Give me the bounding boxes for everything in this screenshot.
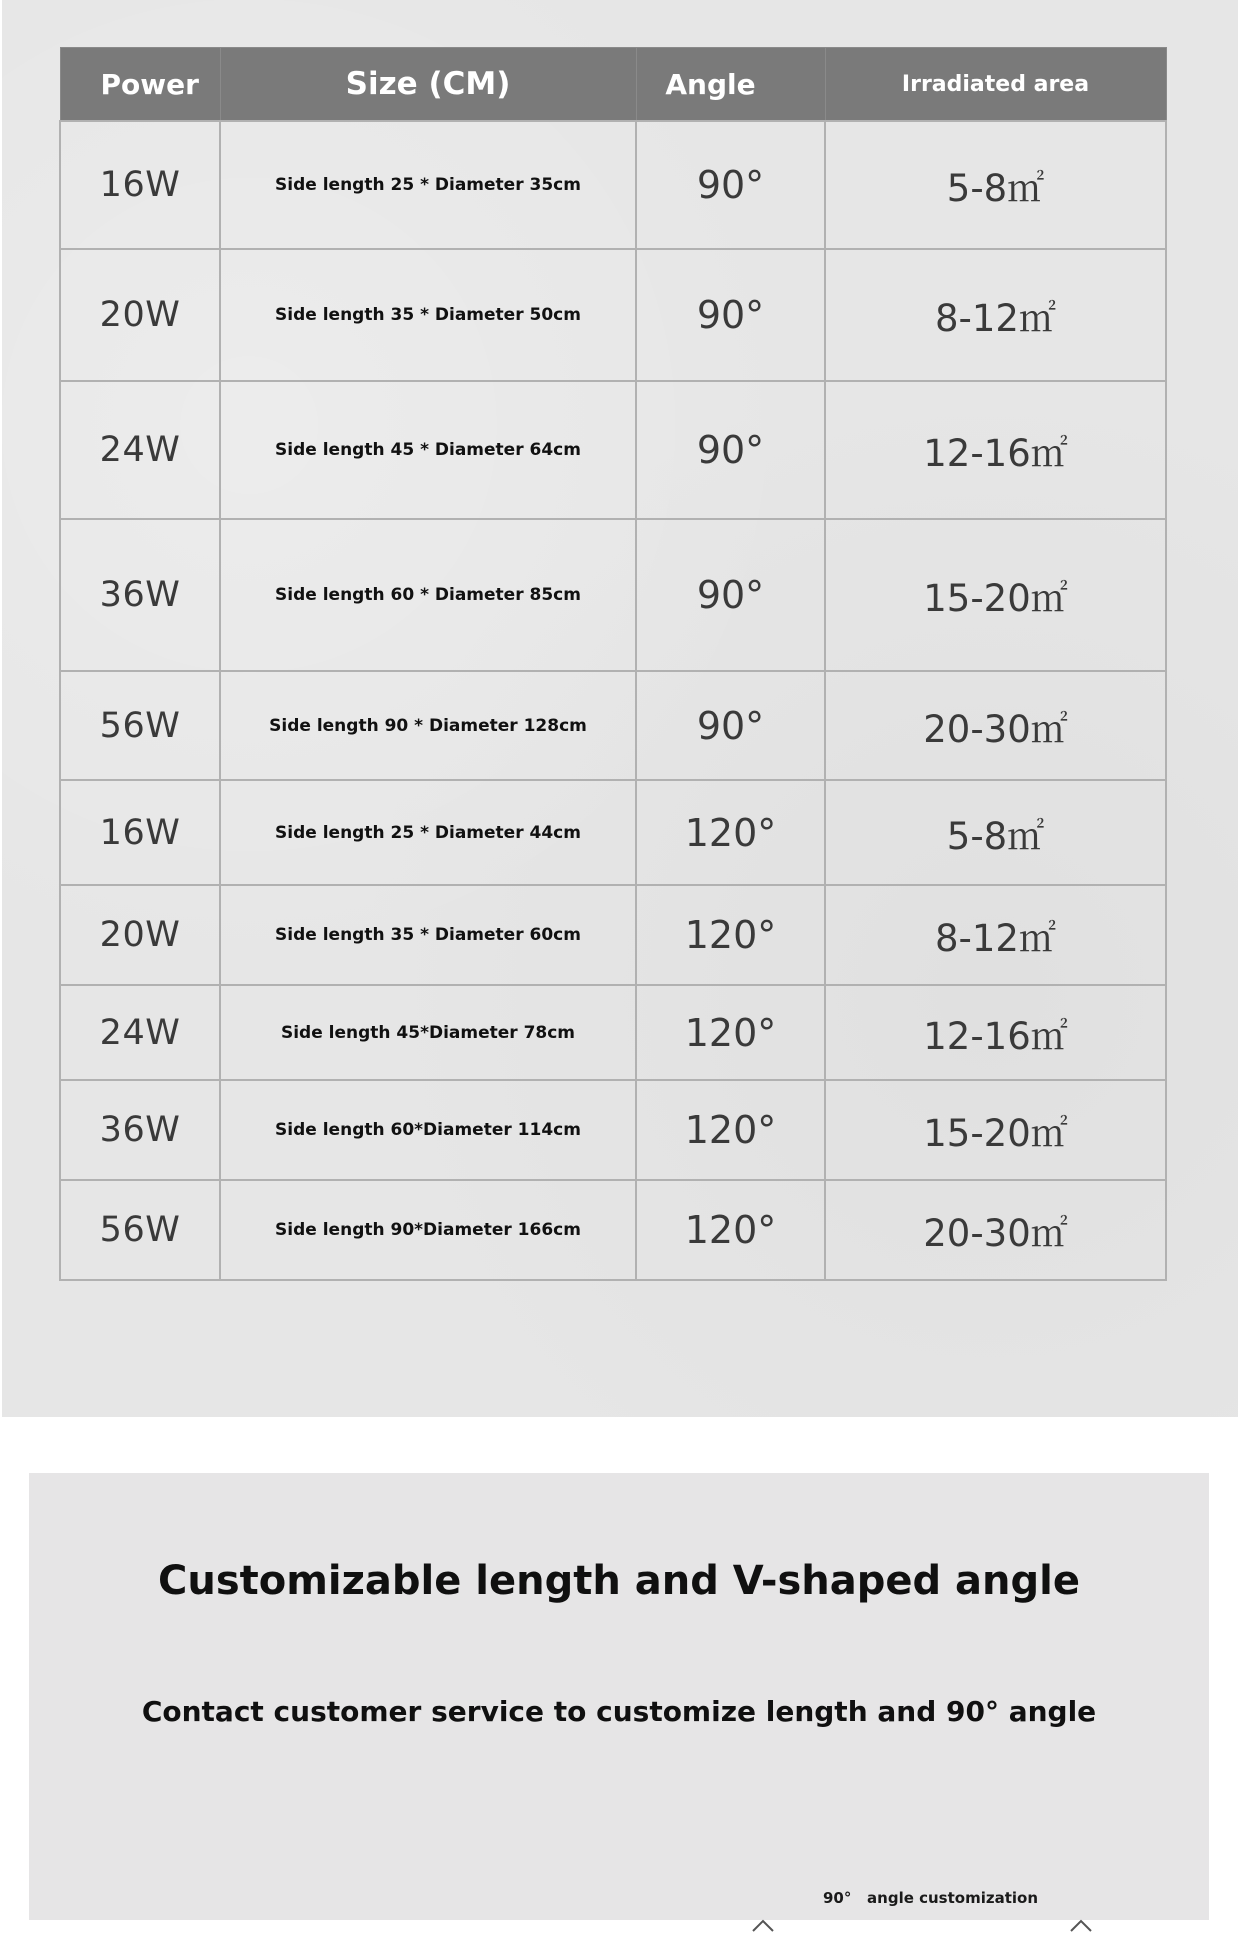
table-row [60, 985, 1166, 1080]
cell-size: Side length 25 * Diameter 35cm [220, 121, 636, 249]
spec-panel [2, 0, 1238, 1417]
cell-angle: 120° [636, 780, 825, 885]
table-row [60, 780, 1166, 885]
cell-angle: 90° [636, 381, 825, 519]
cell-area: 15-20㎡ [825, 1080, 1166, 1180]
table-row [60, 121, 1166, 249]
header-angle: Angle [636, 48, 825, 122]
customization-panel [29, 1473, 1209, 1920]
cell-area: 5-8㎡ [825, 780, 1166, 885]
cell-size: Side length 35 * Diameter 50cm [220, 249, 636, 381]
header-size: Size (CM) [220, 48, 636, 122]
cell-power: 24W [60, 381, 220, 519]
chevron-up-icon [751, 1913, 775, 1937]
cell-angle: 90° [636, 121, 825, 249]
cell-size: Side length 45*Diameter 78cm [220, 985, 636, 1080]
cell-size: Side length 35 * Diameter 60cm [220, 885, 636, 985]
table-row [60, 249, 1166, 381]
table-row [60, 1180, 1166, 1280]
cell-area: 20-30㎡ [825, 671, 1166, 780]
cell-angle: 120° [636, 1180, 825, 1280]
chevron-up-icon [1069, 1913, 1093, 1937]
table-row [60, 519, 1166, 671]
cell-size: Side length 25 * Diameter 44cm [220, 780, 636, 885]
cell-area: 12-16㎡ [825, 381, 1166, 519]
cell-power: 20W [60, 249, 220, 381]
cell-angle: 120° [636, 985, 825, 1080]
spec-table-header-row [60, 48, 1166, 122]
cell-size: Side length 90 * Diameter 128cm [220, 671, 636, 780]
cell-area: 20-30㎡ [825, 1180, 1166, 1280]
customization-title: Customizable length and V-shaped angle [158, 1558, 1080, 1604]
cell-angle: 90° [636, 671, 825, 780]
cell-angle: 90° [636, 519, 825, 671]
cell-angle: 90° [636, 249, 825, 381]
cell-angle: 120° [636, 1080, 825, 1180]
customization-subtitle: Contact customer service to customize length and 90° angle [141, 1695, 1097, 1728]
cell-power: 36W [60, 1080, 220, 1180]
cell-size: Side length 90*Diameter 166cm [220, 1180, 636, 1280]
cell-power: 56W [60, 1180, 220, 1280]
cell-power: 24W [60, 985, 220, 1080]
header-power: Power [60, 48, 220, 122]
cell-power: 16W [60, 121, 220, 249]
cell-power: 20W [60, 885, 220, 985]
cell-angle: 120° [636, 885, 825, 985]
table-row [60, 885, 1166, 985]
cell-area: 8-12㎡ [825, 885, 1166, 985]
cell-size: Side length 60 * Diameter 85cm [220, 519, 636, 671]
cell-power: 36W [60, 519, 220, 671]
table-row [60, 1080, 1166, 1180]
spec-table [59, 47, 1167, 1281]
cell-area: 15-20㎡ [825, 519, 1166, 671]
cell-size: Side length 45 * Diameter 64cm [220, 381, 636, 519]
cell-area: 12-16㎡ [825, 985, 1166, 1080]
cell-area: 5-8㎡ [825, 121, 1166, 249]
cell-area: 8-12㎡ [825, 249, 1166, 381]
table-row [60, 381, 1166, 519]
table-row [60, 671, 1166, 780]
cell-power: 16W [60, 780, 220, 885]
header-irradiated-area: Irradiated area [825, 48, 1166, 122]
cell-size: Side length 60*Diameter 114cm [220, 1080, 636, 1180]
angle-customization-caption: 90° angle customization [823, 1889, 1039, 1907]
cell-power: 56W [60, 671, 220, 780]
